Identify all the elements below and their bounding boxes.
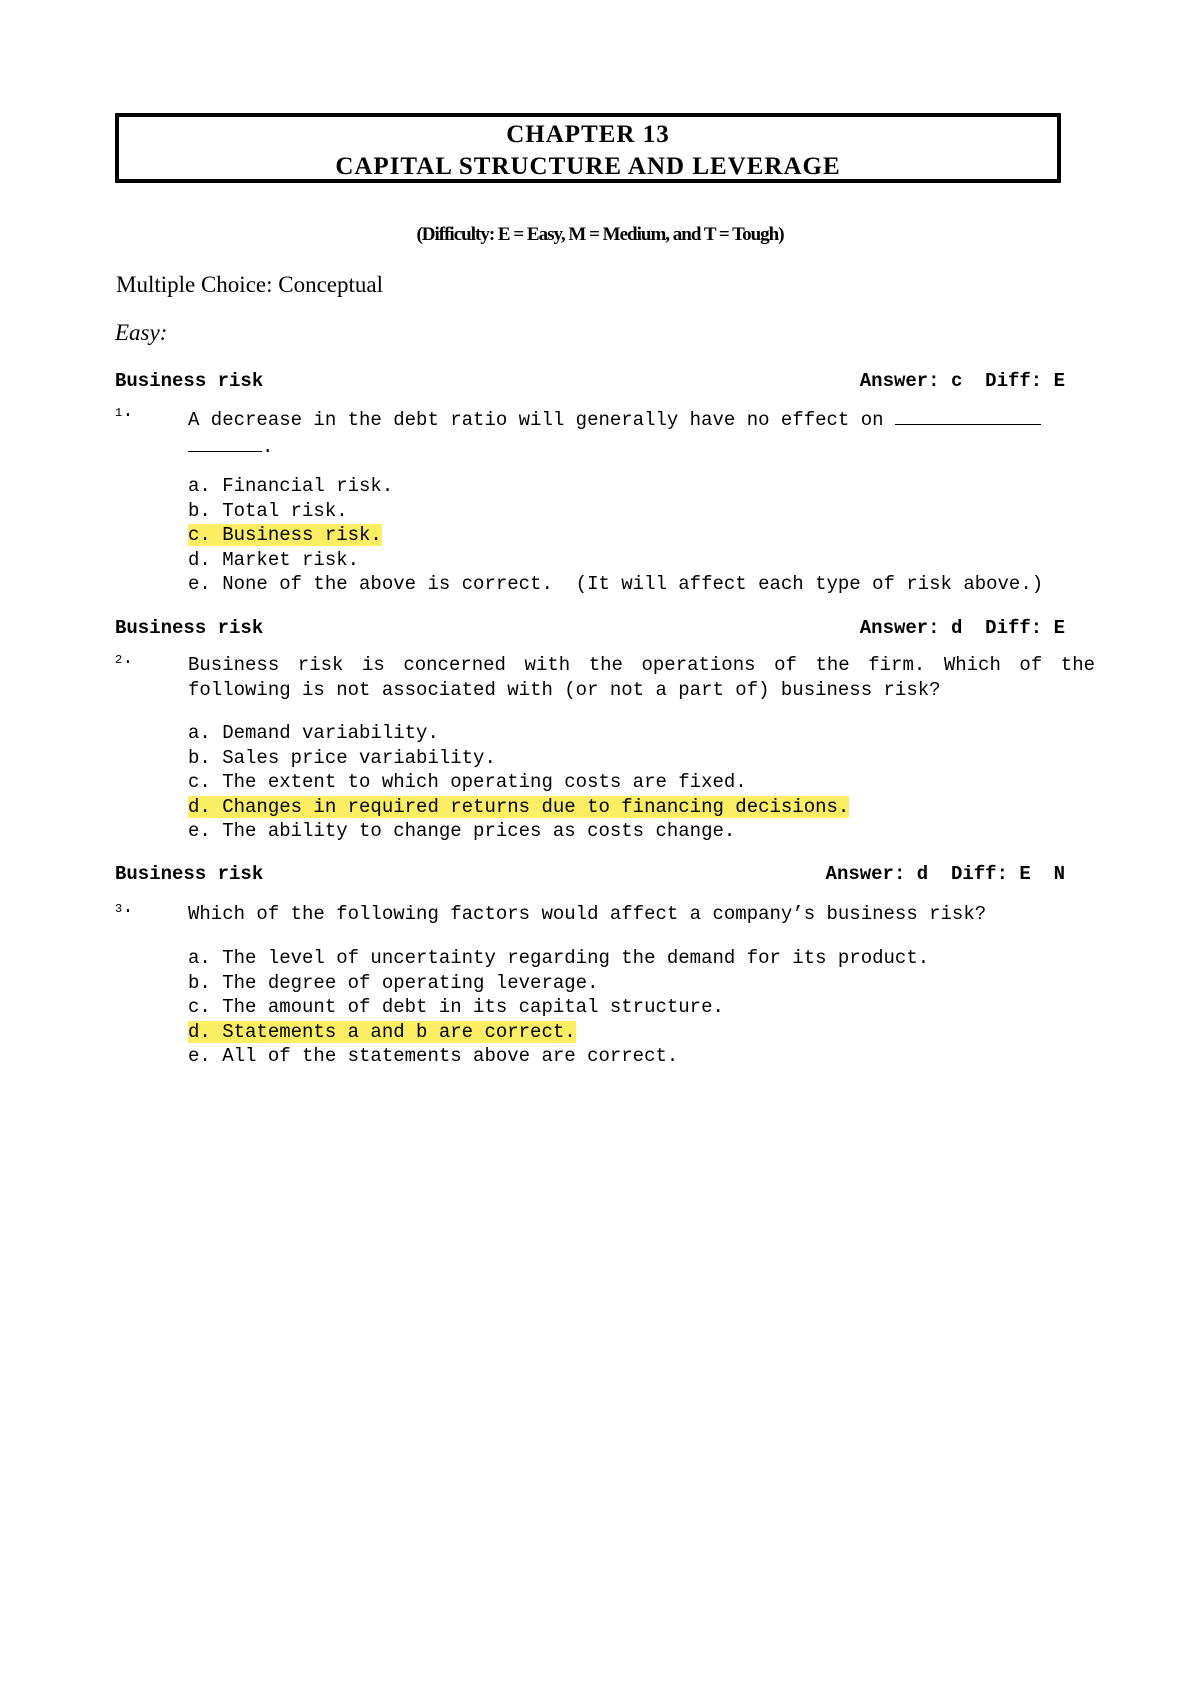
answer-key: Answer: c Diff: E <box>859 370 1065 392</box>
question-header <box>115 863 1065 887</box>
answer-key: Answer: d Diff: E <box>859 617 1065 639</box>
option-a: a. The level of uncertainty regarding the demand for its product. <box>188 947 930 969</box>
level-heading: Easy: <box>115 320 168 345</box>
question-topic: Business risk <box>115 617 264 639</box>
option-e: e. All of the statements above are correct. <box>188 1045 679 1067</box>
option-a: a. Demand variability. <box>188 722 439 744</box>
option-b: b. Sales price variability. <box>188 746 496 769</box>
answer-options <box>188 474 1043 597</box>
question-text-end: . <box>262 436 274 458</box>
option-d: d. Market risk. <box>188 548 360 571</box>
chapter-title: CAPITAL STRUCTURE AND LEVERAGE <box>335 153 841 180</box>
chapter-number: CHAPTER 13 <box>506 121 670 148</box>
question-number-value: 2 <box>115 653 123 667</box>
question-number-value: 1 <box>115 406 123 420</box>
question-text: Business risk is concerned with the operations of the firm. Which of the following is not associated with (or not a part of) business risk? <box>188 654 1095 701</box>
question-number: 1. <box>115 400 134 422</box>
fill-in-blank <box>188 433 262 452</box>
fill-in-blank <box>895 406 1041 425</box>
question-text-line: A decrease in the debt ratio will generally have no effect on <box>188 409 884 431</box>
question-topic: Business risk <box>115 370 264 392</box>
answer-key: Answer: d Diff: E N <box>825 863 1065 885</box>
option-d-correct: d. Changes in required returns due to financing decisions. <box>188 795 850 818</box>
difficulty-note: (Difficulty: E = Easy, M = Medium, and T = Tough) <box>416 224 784 245</box>
option-e: e. None of the above is correct. (It will affect each type of risk above.) <box>188 573 1044 595</box>
answer-options <box>188 946 929 1069</box>
option-b: b. Total risk. <box>188 499 348 522</box>
option-c: c. The amount of debt in its capital structure. <box>188 996 724 1018</box>
option-c-correct: c. Business risk. <box>188 524 382 546</box>
question-topic: Business risk <box>115 863 264 885</box>
option-e: e. The ability to change prices as costs change. <box>188 820 736 842</box>
question-number: 2. <box>115 647 134 669</box>
answer-options <box>188 721 849 844</box>
option-d-correct: d. Statements a and b are correct. <box>188 1020 576 1043</box>
question-number-value: 3 <box>115 902 123 916</box>
option-c: c. The extent to which operating costs are fixed. <box>188 771 747 793</box>
question-header <box>115 617 1065 641</box>
section-heading: Multiple Choice: Conceptual <box>116 272 384 297</box>
question-number: 3. <box>115 896 134 918</box>
question-text: Which of the following factors would affect a company’s business risk? <box>188 903 987 925</box>
option-b: b. The degree of operating leverage. <box>188 971 599 994</box>
question-header <box>115 370 1065 394</box>
question-text <box>188 406 1068 460</box>
option-a: a. Financial risk. <box>188 475 394 497</box>
chapter-title-box <box>115 113 1061 183</box>
